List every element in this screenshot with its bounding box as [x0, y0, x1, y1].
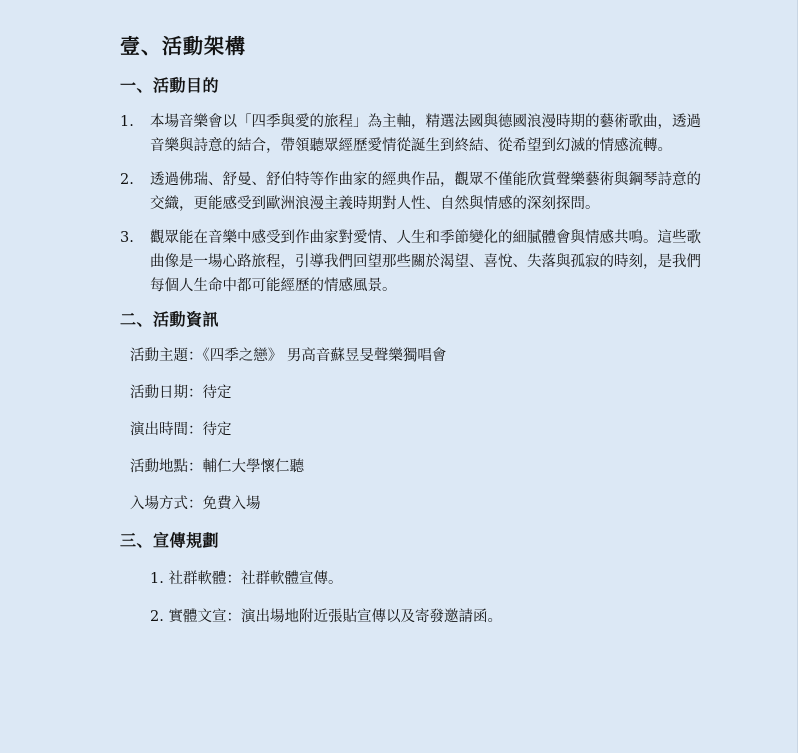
promotion-item-print: 2. 實體文宣：演出場地附近張貼宣傳以及寄發邀請函。 — [150, 609, 502, 625]
info-row-theme: 活動主題：《四季之戀》 男高音蘇昱旻聲樂獨唱會 — [130, 348, 447, 364]
purpose-item — [120, 226, 710, 298]
info-row-venue: 活動地點：輔仁大學懷仁聽 — [130, 459, 304, 475]
purpose-item-number: 1. — [120, 114, 134, 130]
purpose-list — [120, 110, 797, 298]
promotion-item-social: 1. 社群軟體：社群軟體宣傳。 — [150, 571, 343, 587]
section-heading-promotion: 三、宣傳規劃 — [120, 531, 220, 550]
info-row-date: 活動日期：待定 — [130, 385, 232, 401]
purpose-item-text: 本場音樂會以「四季與愛的旅程」為主軸，精選法國與德國浪漫時期的藝術歌曲，透過音樂與詩意的結合，帶領聽眾經歷愛情從誕生到終結、從希望到幻滅的情感流轉。 — [150, 114, 701, 154]
purpose-item — [120, 110, 710, 158]
info-row-admission: 入場方式：免費入場 — [130, 496, 261, 512]
section-heading-purpose: 一、活動目的 — [120, 76, 220, 95]
purpose-item — [120, 168, 710, 216]
purpose-item-number: 3. — [120, 230, 134, 246]
purpose-item-number: 2. — [120, 172, 134, 188]
info-row-time: 演出時間：待定 — [130, 422, 232, 438]
section-heading-info: 二、活動資訊 — [120, 310, 220, 329]
document-title: 壹、活動架構 — [120, 34, 246, 58]
purpose-item-text: 觀眾能在音樂中感受到作曲家對愛情、人生和季節變化的細膩體會與情感共鳴。這些歌曲像是一場心路旅程，引導我們回望那些關於渴望、喜悅、失落與孤寂的時刻，是我們每個人生命中都可能經歷的情感風景。 — [150, 230, 701, 294]
purpose-item-text: 透過佛瑞、舒曼、舒伯特等作曲家的經典作品，觀眾不僅能欣賞聲樂藝術與鋼琴詩意的交織，更能感受到歐洲浪漫主義時期對人性、自然與情感的深刻探問。 — [150, 172, 701, 212]
